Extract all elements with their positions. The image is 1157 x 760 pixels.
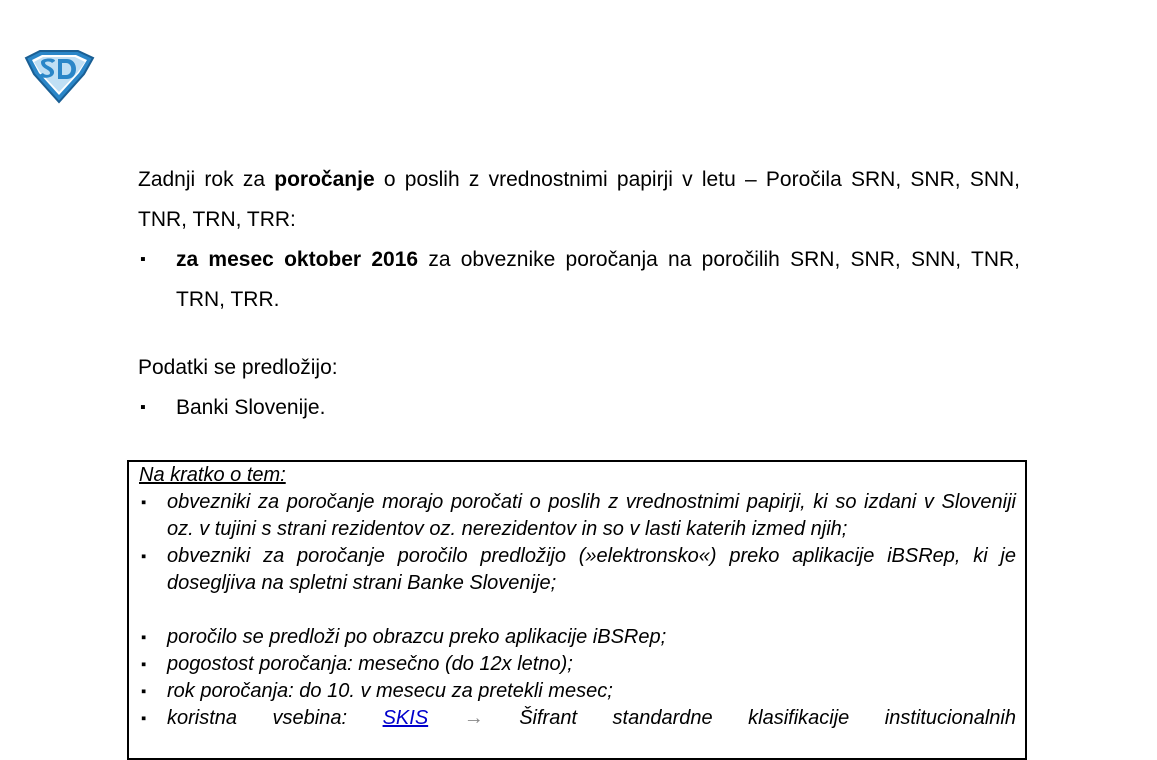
summary-item: ▪ rok poročanja: do 10. v mesecu za pretekli mesec; bbox=[139, 678, 1016, 705]
arrow-right-icon: → bbox=[463, 707, 484, 729]
bullet-month-bold: za mesec oktober 2016 bbox=[176, 248, 419, 271]
intro-section bbox=[138, 160, 1020, 428]
summary-list bbox=[139, 489, 1016, 732]
useful-content-label: koristna vsebina: bbox=[167, 707, 383, 729]
summary-item-useful-content bbox=[139, 705, 1016, 732]
deadline-text-bold: poročanje bbox=[274, 168, 375, 191]
sd-shield-logo bbox=[22, 48, 96, 104]
deadline-text-end: o poslih z vrednostnimi papirji v letu – Poročila SRN, SNR, SNN, TNR, TRN, TRR: bbox=[138, 168, 1020, 231]
shield-logo-icon bbox=[22, 48, 96, 104]
bullet-banka-slovenije: ▪ Banki Slovenije. bbox=[138, 388, 1020, 428]
summary-item: ▪ obvezniki za poročanje poročilo predložijo (»elektronsko«) preko aplikacije iBSRep, ki je dosegljiva na spletni strani Banke Slovenije; bbox=[139, 543, 1016, 597]
deadline-paragraph bbox=[138, 160, 1020, 240]
recipient-bullet-list bbox=[138, 388, 1020, 428]
summary-heading: Na kratko o tem: bbox=[139, 464, 286, 486]
useful-content-rest: Šifrant standardne klasifikacije institucionalnih bbox=[483, 707, 1016, 729]
summary-item: ▪ poročilo se predloži po obrazcu preko aplikacije iBSRep; bbox=[139, 624, 1016, 651]
submit-paragraph: Podatki se predložijo: bbox=[138, 356, 338, 379]
summary-item: ▪ pogostost poročanja: mesečno (do 12x letno); bbox=[139, 651, 1016, 678]
bullet-month-rest: za obveznike poročanja na poročilih SRN, SNR, SNN, TNR, TRN, TRR. bbox=[176, 248, 1021, 311]
skis-link[interactable]: SKIS bbox=[382, 707, 429, 729]
deadline-bullet-list bbox=[138, 240, 1020, 320]
deadline-text-start: Zadnji rok za bbox=[138, 168, 275, 191]
summary-item: ▪ obvezniki za poročanje morajo poročati o poslih z vrednostnimi papirji, ki so izdani v Sloveniji oz. v tujini s strani rezidentov oz. nerezidentov in so v lasti katerih izmed njih; bbox=[139, 489, 1016, 543]
summary-box bbox=[127, 460, 1027, 760]
bullet-october-2016 bbox=[138, 240, 1020, 320]
